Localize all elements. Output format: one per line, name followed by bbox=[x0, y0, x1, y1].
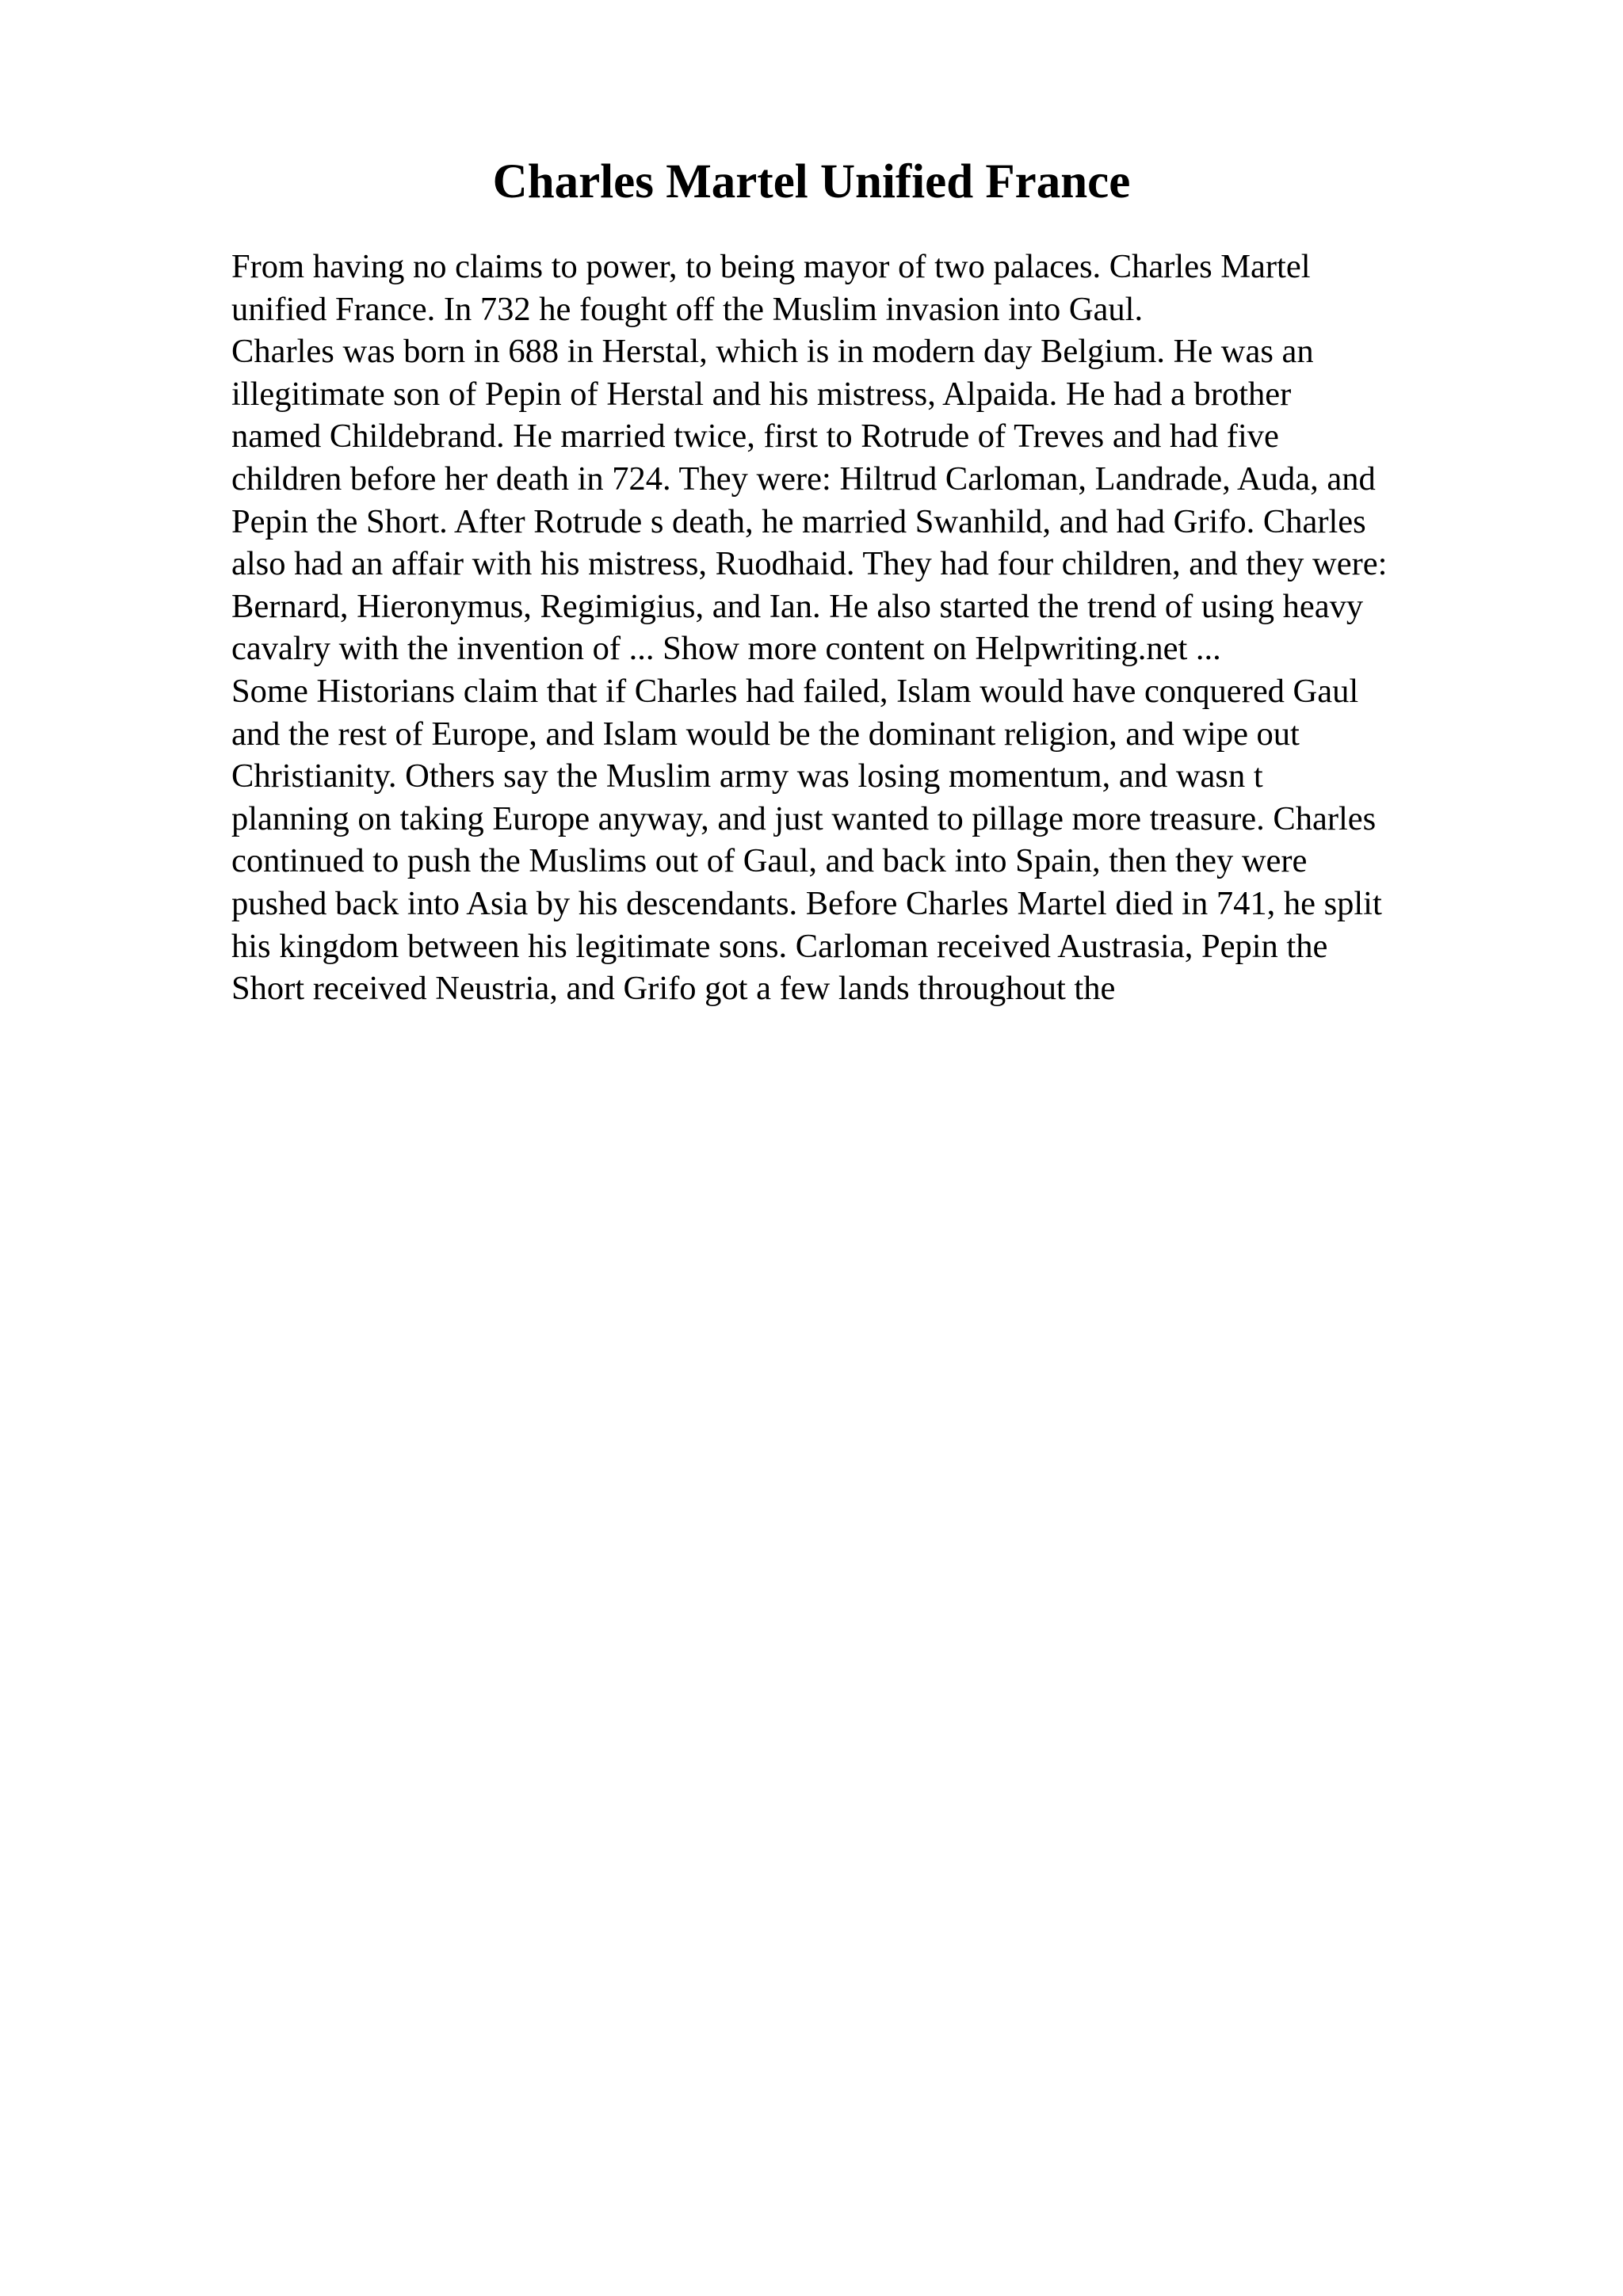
body-line: planning on taking Europe anyway, and just wanted to pillage more treasure. Charles bbox=[231, 799, 1377, 837]
body-line: Bernard, Hieronymus, Regimigius, and Ian. He also started the trend of using heavy bbox=[231, 587, 1364, 625]
body-line: children before her death in 724. They were: Hiltrud Carloman, Landrade, Auda, and bbox=[231, 460, 1376, 498]
body-line: illegitimate son of Pepin of Herstal and his mistress, Alpaida. He had a brother bbox=[231, 375, 1292, 413]
body-line: Charles was born in 688 in Herstal, which is in modern day Belgium. He was an bbox=[231, 333, 1314, 371]
body-line: From having no claims to power, to being mayor of two palaces. Charles Martel bbox=[231, 248, 1311, 285]
body-line: Short received Neustria, and Grifo got a few lands throughout the bbox=[231, 970, 1116, 1008]
body-line: Some Historians claim that if Charles had failed, Islam would have conquered Gaul bbox=[231, 672, 1359, 710]
body-line: Christianity. Others say the Muslim army was losing momentum, and wasn t bbox=[231, 757, 1263, 795]
body-line: named Childebrand. He married twice, first to Rotrude of Treves and had five bbox=[231, 418, 1279, 456]
document-body bbox=[231, 246, 1547, 1010]
body-line: also had an affair with his mistress, Ruodhaid. They had four children, and they were: bbox=[231, 545, 1388, 583]
body-line: cavalry with the invention of ... Show more content on Helpwriting.net ... bbox=[231, 630, 1221, 668]
body-line: Pepin the Short. After Rotrude s death, he married Swanhild, and had Grifo. Charles bbox=[231, 502, 1366, 540]
body-line: his kingdom between his legitimate sons. Carloman received Austrasia, Pepin the bbox=[231, 927, 1328, 965]
document-title: Charles Martel Unified France bbox=[492, 155, 1131, 208]
body-line: continued to push the Muslims out of Gaul, and back into Spain, then they were bbox=[231, 842, 1308, 880]
body-line: and the rest of Europe, and Islam would be the dominant religion, and wipe out bbox=[231, 715, 1300, 753]
body-line: unified France. In 732 he fought off the Muslim invasion into Gaul. bbox=[231, 290, 1144, 328]
body-line: pushed back into Asia by his descendants. Before Charles Martel died in 741, he split bbox=[231, 884, 1382, 922]
